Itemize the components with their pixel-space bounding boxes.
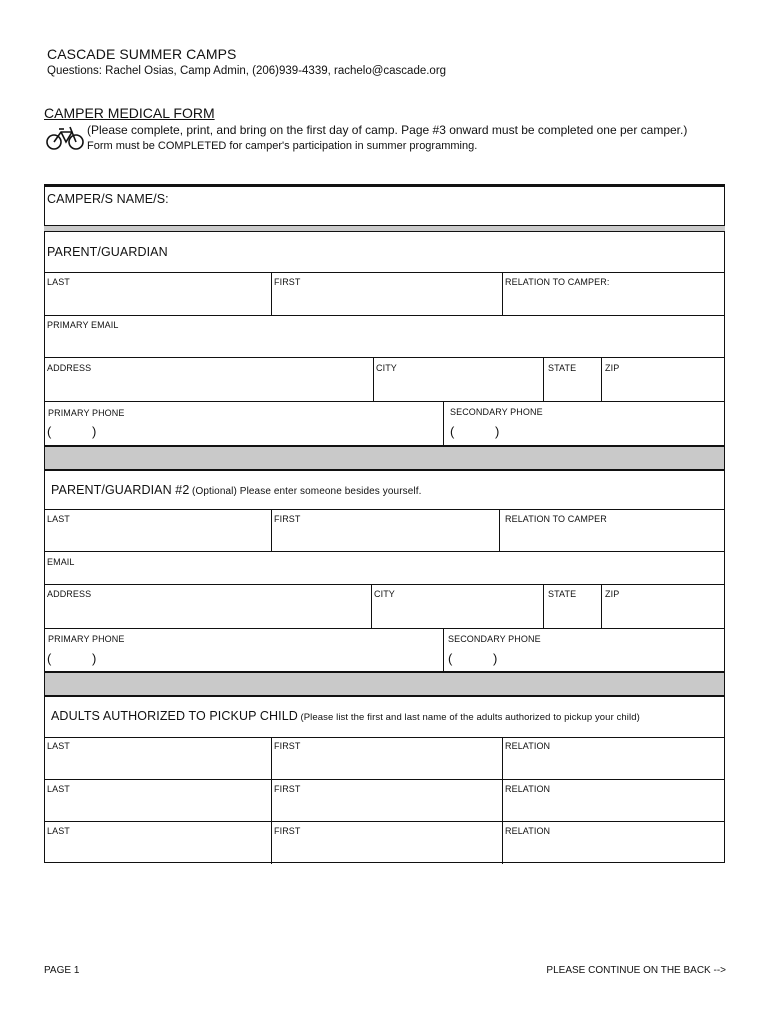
guardian2-primary-phone-field[interactable] [103,652,437,672]
guardian1-address-label: ADDRESS [47,363,92,373]
form-title: CAMPER MEDICAL FORM [44,105,215,121]
continue-note: PLEASE CONTINUE ON THE BACK --> [546,965,726,976]
guardian1-last-label: LAST [47,277,70,287]
pickup-last-label: LAST [47,741,70,751]
camper-name-field[interactable] [165,191,709,213]
guardian1-last-field[interactable] [47,290,271,312]
guardian2-email-field[interactable] [105,555,719,575]
pickup-first-label: FIRST [274,741,301,751]
area-code-open: ( [47,651,52,666]
guardian1-first-field[interactable] [274,290,502,312]
guardian2-relation-field[interactable] [505,527,723,549]
area-code-close: ) [92,651,97,666]
guardian1-relation-label: RELATION TO CAMPER: [505,277,610,287]
guardian2-heading: PARENT/GUARDIAN #2 [51,483,190,497]
area-code-open: ( [47,424,52,439]
pickup-last-field[interactable] [47,797,271,819]
guardian1-state-label: STATE [548,363,577,373]
guardian1-city-field[interactable] [376,376,544,398]
pickup-relation-label: RELATION [505,784,551,794]
guardian1-secondary-phone-label: SECONDARY PHONE [450,407,543,417]
guardian2-address-label: ADDRESS [47,589,92,599]
guardian2-city-field[interactable] [374,603,544,625]
pickup-relation-field[interactable] [505,839,723,861]
guardian2-heading-note: (Optional) Please enter someone besides yourself. [192,486,422,497]
guardian1-first-label: FIRST [274,277,301,287]
guardian1-email-field[interactable] [47,333,721,355]
guardian2-city-label: CITY [374,589,395,599]
instruction-line-2: Form must be COMPLETED for camper's participation in summer programming. [87,140,478,152]
instruction-line-1: (Please complete, print, and bring on the first day of camp. Page #3 onward must be completed one per camper.) [87,123,688,137]
guardian2-zip-field[interactable] [605,603,723,625]
guardian1-primary-phone-label: PRIMARY PHONE [48,408,125,418]
camper-name-section [44,184,725,226]
guardian2-email-label: EMAIL [47,557,75,567]
guardian2-relation-label: RELATION TO CAMPER [505,514,607,524]
camper-name-label: CAMPER/S NAME/S: [47,192,169,206]
guardian2-heading-line [51,483,421,497]
area-code-open: ( [450,424,455,439]
pickup-last-label: LAST [47,826,70,836]
guardian1-heading: PARENT/GUARDIAN [47,245,168,259]
pickup-heading-line [51,709,640,723]
guardian2-state-label: STATE [548,589,577,599]
guardian1-primary-phone-field[interactable] [103,425,437,445]
pickup-first-field[interactable] [274,839,502,861]
guardian1-address-field[interactable] [47,376,373,398]
contact-info: Questions: Rachel Osias, Camp Admin, (206)939-4339, rachelo@cascade.org [47,65,447,77]
pickup-relation-field[interactable] [505,754,723,776]
guardian1-relation-field[interactable] [505,290,723,312]
pickup-heading: ADULTS AUTHORIZED TO PICKUP CHILD [51,709,298,723]
guardian2-section [44,470,725,672]
pickup-first-label: FIRST [274,826,301,836]
guardian1-email-label: PRIMARY EMAIL [47,320,119,330]
org-title: CASCADE SUMMER CAMPS [47,46,237,62]
area-code-open: ( [448,651,453,666]
pickup-last-label: LAST [47,784,70,794]
guardian2-zip-label: ZIP [605,589,620,599]
guardian2-primary-phone-label: PRIMARY PHONE [48,634,125,644]
pickup-last-field[interactable] [47,754,271,776]
guardian2-first-field[interactable] [274,527,500,549]
guardian2-last-label: LAST [47,514,70,524]
guardian2-secondary-phone-label: SECONDARY PHONE [448,634,541,644]
pickup-section [44,696,725,863]
guardian1-state-field[interactable] [548,376,602,398]
divider-band [44,446,725,470]
area-code-close: ) [92,424,97,439]
pickup-last-field[interactable] [47,839,271,861]
pickup-relation-field[interactable] [505,797,723,819]
guardian2-first-label: FIRST [274,514,301,524]
bicycle-icon [45,124,85,152]
area-code-close: ) [495,424,500,439]
guardian2-secondary-phone-field[interactable] [505,652,721,672]
guardian2-address-field[interactable] [47,603,371,625]
guardian1-zip-label: ZIP [605,363,620,373]
guardian1-secondary-phone-field[interactable] [507,425,721,445]
pickup-first-field[interactable] [274,754,502,776]
guardian2-last-field[interactable] [47,527,271,549]
pickup-heading-note: (Please list the first and last name of the adults authorized to pickup your child) [300,712,640,723]
pickup-first-label: FIRST [274,784,301,794]
divider-band [44,672,725,696]
guardian1-zip-field[interactable] [605,376,723,398]
area-code-close: ) [493,651,498,666]
pickup-relation-label: RELATION [505,741,551,751]
page-number: PAGE 1 [44,965,80,976]
pickup-first-field[interactable] [274,797,502,819]
pickup-relation-label: RELATION [505,826,551,836]
guardian1-section [44,231,725,446]
guardian1-city-label: CITY [376,363,397,373]
guardian2-state-field[interactable] [548,603,602,625]
